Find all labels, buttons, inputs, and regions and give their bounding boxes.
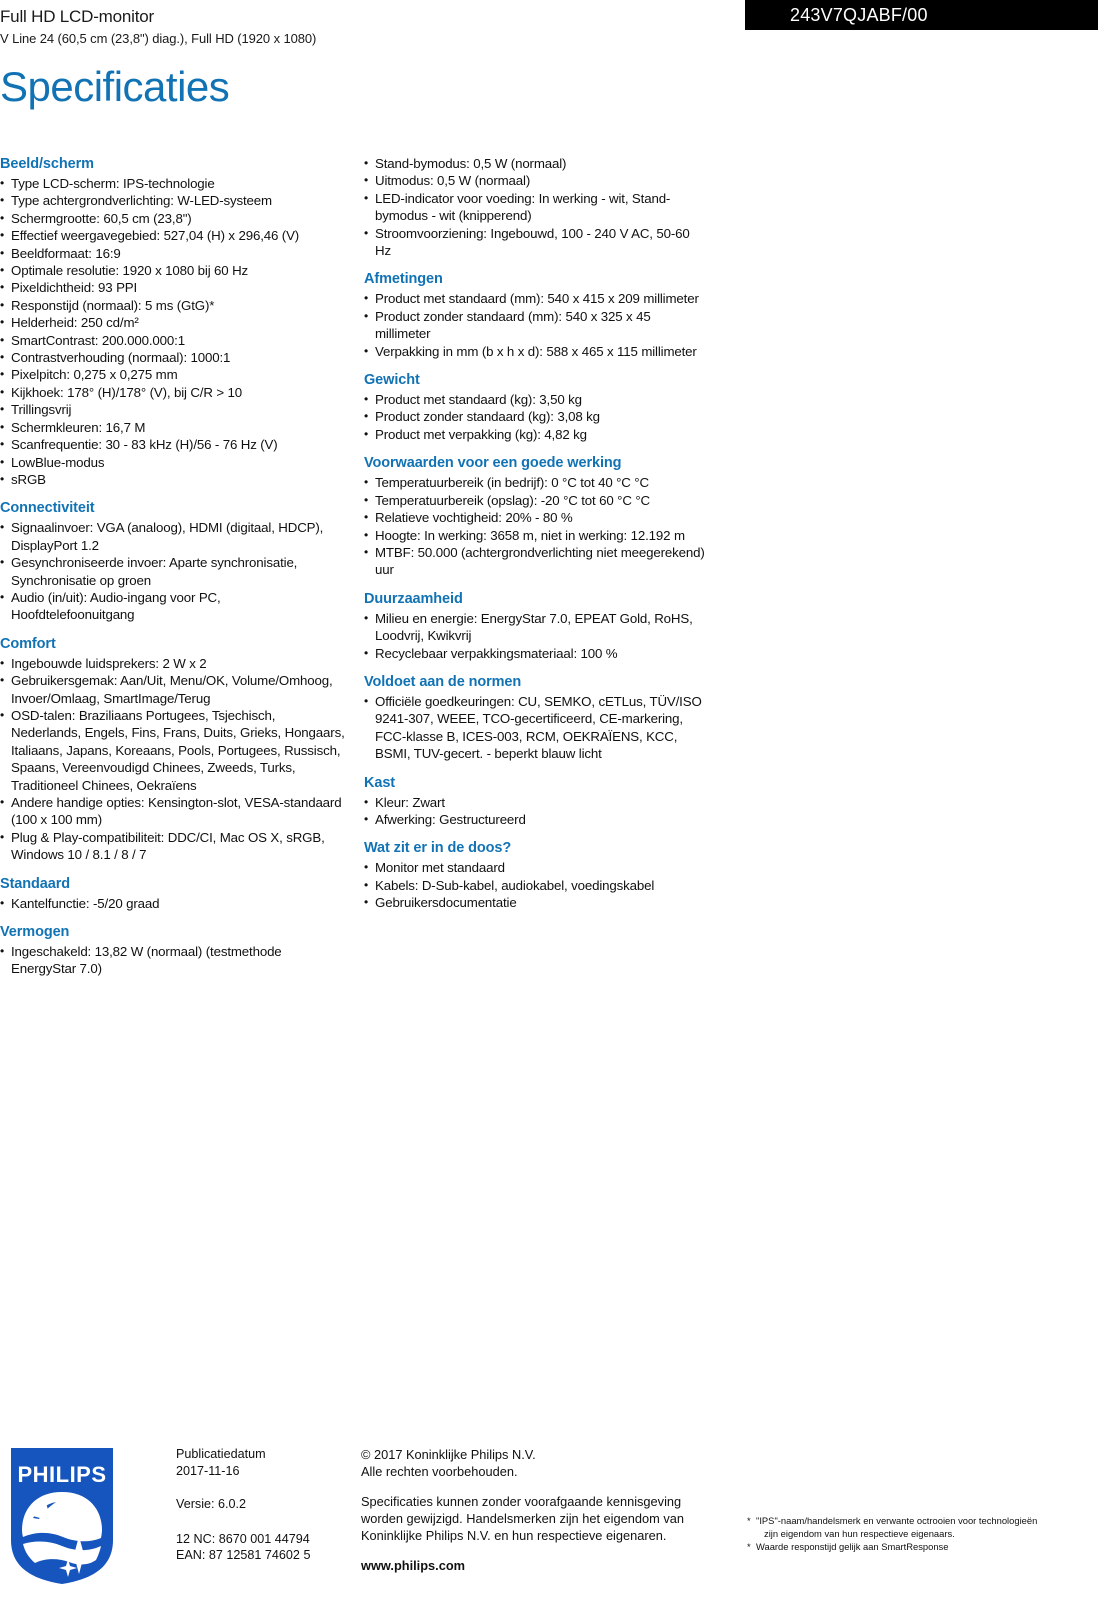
copyright-line-1: © 2017 Koninklijke Philips N.V. — [361, 1447, 536, 1462]
footnote-text: "IPS"-naam/handelsmerk en verwante octrooien voor technologieën — [756, 1515, 1038, 1526]
spec-item: • Responstijd (normaal): 5 ms (GtG)* — [0, 297, 345, 314]
spec-item: • Product zonder standaard (kg): 3,08 kg — [364, 408, 709, 425]
spec-item: • Schermkleuren: 16,7 M — [0, 419, 345, 436]
spec-section-connectiviteit — [0, 499, 345, 623]
spec-item: • Ingeschakeld: 13,82 W (normaal) (testmethode EnergyStar 7.0) — [0, 943, 345, 978]
spec-item: • Gebruikersdocumentatie — [364, 894, 709, 911]
spec-item: • OSD-talen: Braziliaans Portugees, Tsjechisch, Nederlands, Engels, Fins, Frans, Duits, Grieks, Hongaars, Italiaans, Japans, Koreaans, Pools, Portugees, Russisch, Spaans, Vereenvoudigd Chinees, Zweeds, Turks, Traditioneel Chinees, Oekraïens — [0, 707, 345, 794]
spec-item: • Audio (in/uit): Audio-ingang voor PC, Hoofdtelefoonuitgang — [0, 589, 345, 624]
spec-item: • sRGB — [0, 471, 345, 488]
spec-item: • Stroomvoorziening: Ingebouwd, 100 - 240 V AC, 50-60 Hz — [364, 225, 709, 260]
spec-item: • Temperatuurbereik (opslag): -20 °C tot 60 °C °C — [364, 492, 709, 509]
spec-section-afmetingen — [364, 270, 709, 360]
publication-info — [176, 1446, 351, 1564]
copyright-line-2: Alle rechten voorbehouden. — [361, 1464, 518, 1479]
spec-item: • LED-indicator voor voeding: In werking - wit, Stand-bymodus - wit (knipperend) — [364, 190, 709, 225]
spec-section-duurzaamheid — [364, 590, 709, 662]
svg-text:PHILIPS: PHILIPS — [17, 1462, 107, 1487]
spec-section-heading: Wat zit er in de doos? — [364, 840, 512, 857]
spec-section-heading: Standaard — [0, 875, 71, 892]
spec-section-comfort — [0, 635, 345, 864]
spec-item: • Gesynchroniseerde invoer: Aparte synchronisatie, Synchronisatie op groen — [0, 554, 345, 589]
spec-section-heading: Vermogen — [0, 924, 70, 941]
product-subtitle: V Line 24 (60,5 cm (23,8") diag.), Full HD (1920 x 1080) — [0, 31, 317, 46]
spec-item: • Pixelpitch: 0,275 x 0,275 mm — [0, 366, 345, 383]
spec-item: • Type achtergrondverlichting: W-LED-systeem — [0, 192, 345, 209]
spec-item-list — [364, 391, 709, 443]
spec-item-list — [0, 175, 345, 488]
spec-section-standaard — [0, 875, 345, 912]
spec-item: • Contrastverhouding (normaal): 1000:1 — [0, 349, 345, 366]
spec-item: • Monitor met standaard — [364, 859, 709, 876]
spec-item: • LowBlue-modus — [0, 454, 345, 471]
philips-logo — [11, 1448, 113, 1584]
spec-item: • Effectief weergavegebied: 527,04 (H) x 296,46 (V) — [0, 227, 345, 244]
footnote — [747, 1515, 1098, 1540]
spec-item: • Relatieve vochtigheid: 20% - 80 % — [364, 509, 709, 526]
footnote — [747, 1541, 1098, 1554]
spec-item-list — [0, 943, 345, 978]
product-title: Full HD LCD-monitor — [0, 7, 154, 26]
spec-item: • MTBF: 50.000 (achtergrondverlichting niet meegerekend) uur — [364, 544, 709, 579]
spec-item: • Type LCD-scherm: IPS-technologie — [0, 175, 345, 192]
spec-item: • Afwerking: Gestructureerd — [364, 811, 709, 828]
spec-item-list — [0, 895, 345, 912]
spec-item: • Verpakking in mm (b x h x d): 588 x 465 x 115 millimeter — [364, 343, 709, 360]
spec-item: • Kabels: D-Sub-kabel, audiokabel, voedingskabel — [364, 877, 709, 894]
spec-item-list — [364, 474, 709, 578]
footnote-text: Waarde responstijd gelijk aan SmartResponse — [756, 1541, 949, 1552]
spec-section-heading: Comfort — [0, 635, 56, 652]
spec-item: • Stand-bymodus: 0,5 W (normaal) — [364, 155, 709, 172]
spec-item: • Scanfrequentie: 30 - 83 kHz (H)/56 - 76 Hz (V) — [0, 436, 345, 453]
spec-item: • Uitmodus: 0,5 W (normaal) — [364, 172, 709, 189]
specifications-column-left — [0, 155, 345, 978]
spec-item-list — [364, 693, 709, 763]
spec-item-list — [0, 519, 345, 623]
spec-item: • Hoogte: In werking: 3658 m, niet in werking: 12.192 m — [364, 527, 709, 544]
spec-item: • Product met verpakking (kg): 4,82 kg — [364, 426, 709, 443]
spec-section-heading: Gewicht — [364, 372, 420, 389]
spec-item: • Signaalinvoer: VGA (analoog), HDMI (digitaal, HDCP), DisplayPort 1.2 — [0, 519, 345, 554]
copyright-block — [361, 1446, 706, 1574]
spec-item: • Milieu en energie: EnergyStar 7.0, EPEAT Gold, RoHS, Loodvrij, Kwikvrij — [364, 610, 709, 645]
spec-item: • Gebruikersgemak: Aan/Uit, Menu/OK, Volume/Omhoog, Invoer/Omlaag, SmartImage/Terug — [0, 672, 345, 707]
spec-item: • Officiële goedkeuringen: CU, SEMKO, cETLus, TÜV/ISO 9241-307, WEEE, TCO-gecertificeerd, CE-markering, FCC-klasse B, ICES-003, RCM, OEKRAÏENS, KCC, BSMI, TUV-gecert. - beperkt blauw licht — [364, 693, 709, 763]
product-code: 243V7QJABF/00 — [790, 5, 928, 25]
spec-section-gewicht — [364, 371, 709, 443]
spec-section-heading: Duurzaamheid — [364, 590, 463, 607]
spec-item: • Trillingsvrij — [0, 401, 345, 418]
spec-item: • Product zonder standaard (mm): 540 x 325 x 45 millimeter — [364, 308, 709, 343]
spec-item: • Kijkhoek: 178° (H)/178° (V), bij C/R > 10 — [0, 384, 345, 401]
spec-item: • Andere handige opties: Kensington-slot, VESA-standaard (100 x 100 mm) — [0, 794, 345, 829]
page-title: Specificaties — [0, 63, 230, 110]
spec-item-list — [364, 155, 709, 259]
spec-item: • Ingebouwde luidsprekers: 2 W x 2 — [0, 655, 345, 672]
copyright-disclaimer: Specificaties kunnen zonder voorafgaande kennisgeving worden gewijzigd. Handelsmerken zijn het eigendom van Koninklijke Philips N.V. en hun respectieve eigenaren. — [361, 1494, 684, 1543]
spec-item: • Temperatuurbereik (in bedrijf): 0 °C tot 40 °C °C — [364, 474, 709, 491]
spec-section-heading: Kast — [364, 774, 396, 791]
spec-item-list — [364, 859, 709, 911]
spec-item: • Beeldformaat: 16:9 — [0, 245, 345, 262]
publication-date-label: Publicatiedatum — [176, 1447, 266, 1461]
spec-section-heading: Voldoet aan de normen — [364, 673, 522, 690]
spec-item: • Schermgrootte: 60,5 cm (23,8") — [0, 210, 345, 227]
spec-section-vermogen — [0, 923, 345, 978]
page-footer — [0, 1420, 1098, 1601]
publication-date-value: 2017-11-16 — [176, 1463, 240, 1478]
footnote-text-continued: zijn eigendom van hun respectieve eigenaars. — [764, 1527, 955, 1539]
spec-item: • Product met standaard (kg): 3,50 kg — [364, 391, 709, 408]
spec-section-continued — [364, 155, 709, 259]
spec-item: • SmartContrast: 200.000.000:1 — [0, 332, 345, 349]
spec-section-heading: Beeld/scherm — [0, 156, 94, 172]
philips-website-link[interactable]: www.philips.com — [361, 1558, 466, 1573]
spec-item: • Plug & Play-compatibiliteit: DDC/CI, Mac OS X, sRGB, Windows 10 / 8.1 / 8 / 7 — [0, 829, 345, 864]
spec-item: • Kleur: Zwart — [364, 794, 709, 811]
spec-section-voorwaarden-voor-een-goede-werking — [364, 454, 709, 578]
spec-item: • Kantelfunctie: -5/20 graad — [0, 895, 345, 912]
spec-item: • Optimale resolutie: 1920 x 1080 bij 60 Hz — [0, 262, 345, 279]
spec-item-list — [364, 610, 709, 662]
product-code-banner — [745, 0, 1098, 30]
spec-section-wat-zit-er-in-de-doos — [364, 839, 709, 911]
publication-version: Versie: 6.0.2 — [176, 1497, 247, 1512]
spec-item-list — [0, 655, 345, 864]
spec-section-kast — [364, 774, 709, 829]
footnote-marker: * — [747, 1515, 751, 1526]
spec-item: • Product met standaard (mm): 540 x 415 x 209 millimeter — [364, 290, 709, 307]
publication-ean: EAN: 87 12581 74602 5 — [176, 1548, 311, 1563]
publication-12nc: 12 NC: 8670 001 44794 — [176, 1531, 310, 1546]
footnotes — [747, 1515, 1098, 1555]
spec-section-heading: Connectiviteit — [0, 500, 95, 517]
spec-section-beeld-scherm — [0, 155, 345, 488]
spec-section-heading: Voorwaarden voor een goede werking — [364, 455, 622, 472]
footnote-marker: * — [747, 1541, 751, 1552]
spec-item: • Pixeldichtheid: 93 PPI — [0, 279, 345, 296]
spec-item-list — [364, 794, 709, 829]
spec-section-heading: Afmetingen — [364, 271, 443, 288]
spec-section-voldoet-aan-de-normen — [364, 673, 709, 763]
spec-item: • Helderheid: 250 cd/m² — [0, 314, 345, 331]
spec-item: • Recyclebaar verpakkingsmateriaal: 100 % — [364, 645, 709, 662]
spec-item-list — [364, 290, 709, 360]
specifications-column-right — [364, 155, 709, 912]
